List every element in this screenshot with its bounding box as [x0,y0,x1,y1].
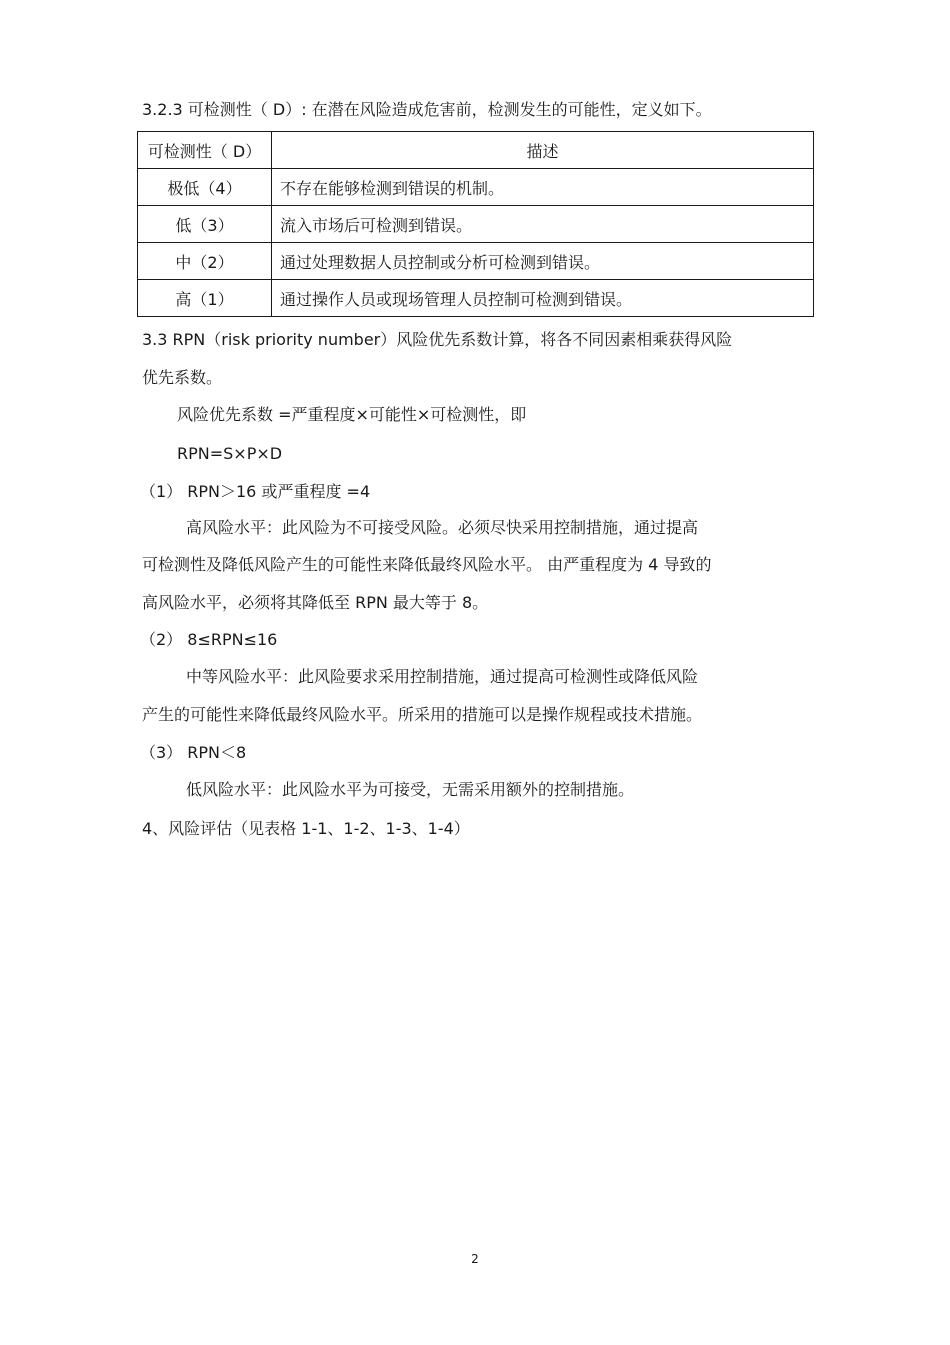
medium-risk-line-1: 中等风险水平：此风险要求采用控制措施，通过提高可检测性或降低风险 [186,667,699,686]
table-cell-description: 通过处理数据人员控制或分析可检测到错误。 [272,243,814,280]
rpn-formula-text: 风险优先系数 =严重程度×可能性×可检测性，即 [177,405,527,424]
medium-risk-line-2: 产生的可能性来降低最终风险水平。所采用的措施可以是操作规程或技术措施。 [142,705,703,724]
rpn-formula: RPN=S×P×D [177,444,283,463]
table-header-level: 可检测性（ D） [138,132,272,169]
table-header-description: 描述 [272,132,814,169]
table-cell-description: 不存在能够检测到错误的机制。 [272,169,814,206]
detectability-table [137,131,814,317]
high-risk-title: （1） RPN＞16 或严重程度 =4 [140,482,371,501]
high-risk-line-3: 高风险水平，必须将其降低至 RPN 最大等于 8。 [142,593,489,612]
table-row [138,243,814,280]
table-row [138,206,814,243]
table-row [138,169,814,206]
medium-risk-title: （2） 8≤RPN≤16 [140,630,278,649]
section-3-3-line-2: 优先系数。 [142,368,223,387]
table-cell-level: 低（3） [138,206,272,243]
table-cell-description: 通过操作人员或现场管理人员控制可检测到错误。 [272,280,814,317]
low-risk-line-1: 低风险水平：此风险水平为可接受，无需采用额外的控制措施。 [186,780,635,799]
section-4-heading: 4、风险评估（见表格 1-1、1-2、1-3、1-4） [142,819,470,838]
section-3-2-3-heading: 3.2.3 可检测性（ D）: 在潜在风险造成危害前，检测发生的可能性，定义如下。 [142,100,712,119]
table-cell-level: 高（1） [138,280,272,317]
page-number: 2 [471,1252,479,1266]
table-header-row [138,132,814,169]
high-risk-line-2: 可检测性及降低风险产生的可能性来降低最终风险水平。 由严重程度为 4 导致的 [142,555,712,574]
section-3-3-line-1: 3.3 RPN（risk priority number）风险优先系数计算，将各不同因素相乘获得风险 [142,330,733,349]
table-cell-description: 流入市场后可检测到错误。 [272,206,814,243]
high-risk-line-1: 高风险水平：此风险为不可接受风险。必须尽快采用控制措施，通过提高 [186,518,699,537]
table-cell-level: 极低（4） [138,169,272,206]
table-row [138,280,814,317]
low-risk-title: （3） RPN＜8 [140,743,247,762]
table-cell-level: 中（2） [138,243,272,280]
